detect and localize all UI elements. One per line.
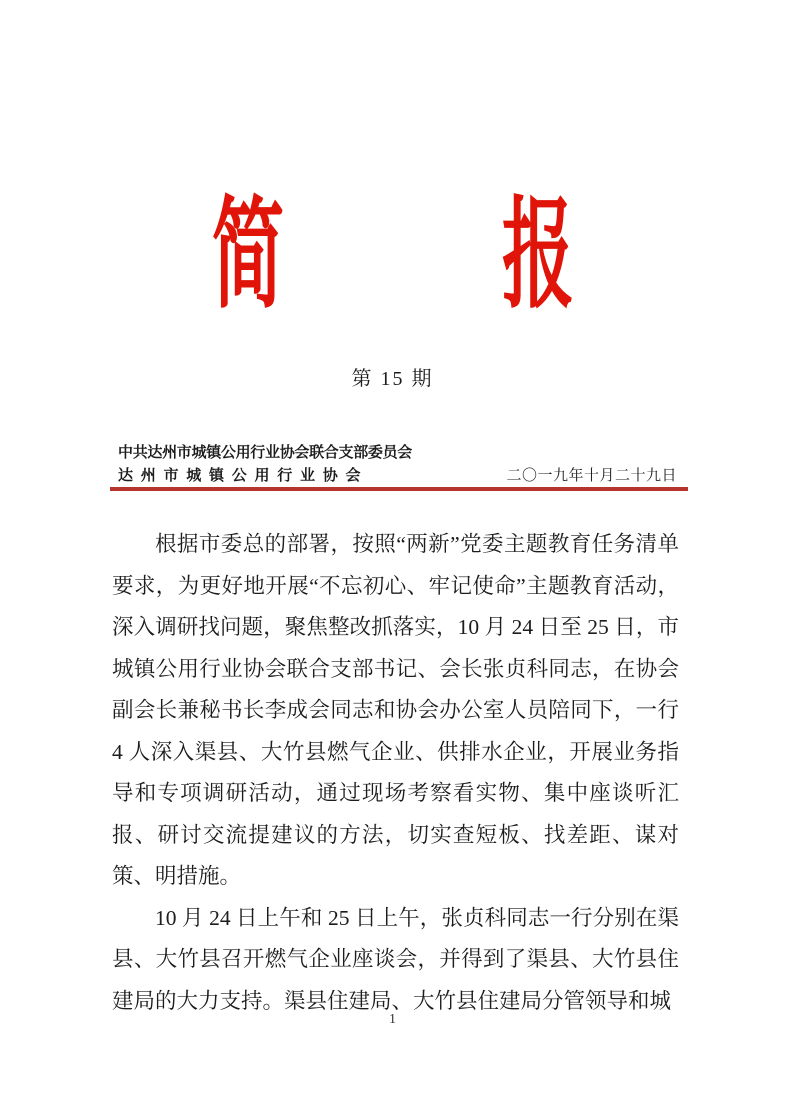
page-number: 1 [389, 1012, 396, 1027]
body-text [112, 524, 679, 1022]
org-name-line1: 中共达州市城镇公用行业协会联合支部委员会 [118, 445, 413, 461]
header-row [118, 464, 677, 485]
header-divider-rule [110, 487, 688, 491]
issue-number: 第 15 期 [351, 368, 434, 390]
issue-date: 二〇一九年十月二十九日 [506, 468, 677, 484]
org-name-line2: 达 州 市 城 镇 公 用 行 业 协 会 [118, 468, 363, 484]
masthead-char-right: 报 [501, 189, 574, 322]
masthead-char-left: 简 [211, 189, 284, 322]
masthead-title [0, 189, 785, 322]
body-paragraph-1: 根据市委总的部署，按照“两新”党委主题教育任务清单要求，为更好地开展“不忘初心、牢记使命”主题教育活动，深入调研找问题，聚焦整改抓落实，10 月 24 日至 25 日，市城镇公用行业协会联合支部书记、会长张贞科同志，在协会副会长兼秘书长李成会同志和协会办公室人员陪同下，一行 4 人深入渠县、大竹县燃气企业、供排水企业，开展业务指导和专项调研活动，通过现场考察看实物、集中座谈听汇报、研讨交流提建议的方法，切实查短板、找差距、谋对策、明措施。 [112, 532, 679, 888]
body-paragraph-2: 10 月 24 日上午和 25 日上午，张贞科同志一行分别在渠县、大竹县召开燃气企业座谈会，并得到了渠县、大竹县住建局的大力支持。渠县住建局、大竹县住建局分管领导和城 [112, 905, 679, 1013]
